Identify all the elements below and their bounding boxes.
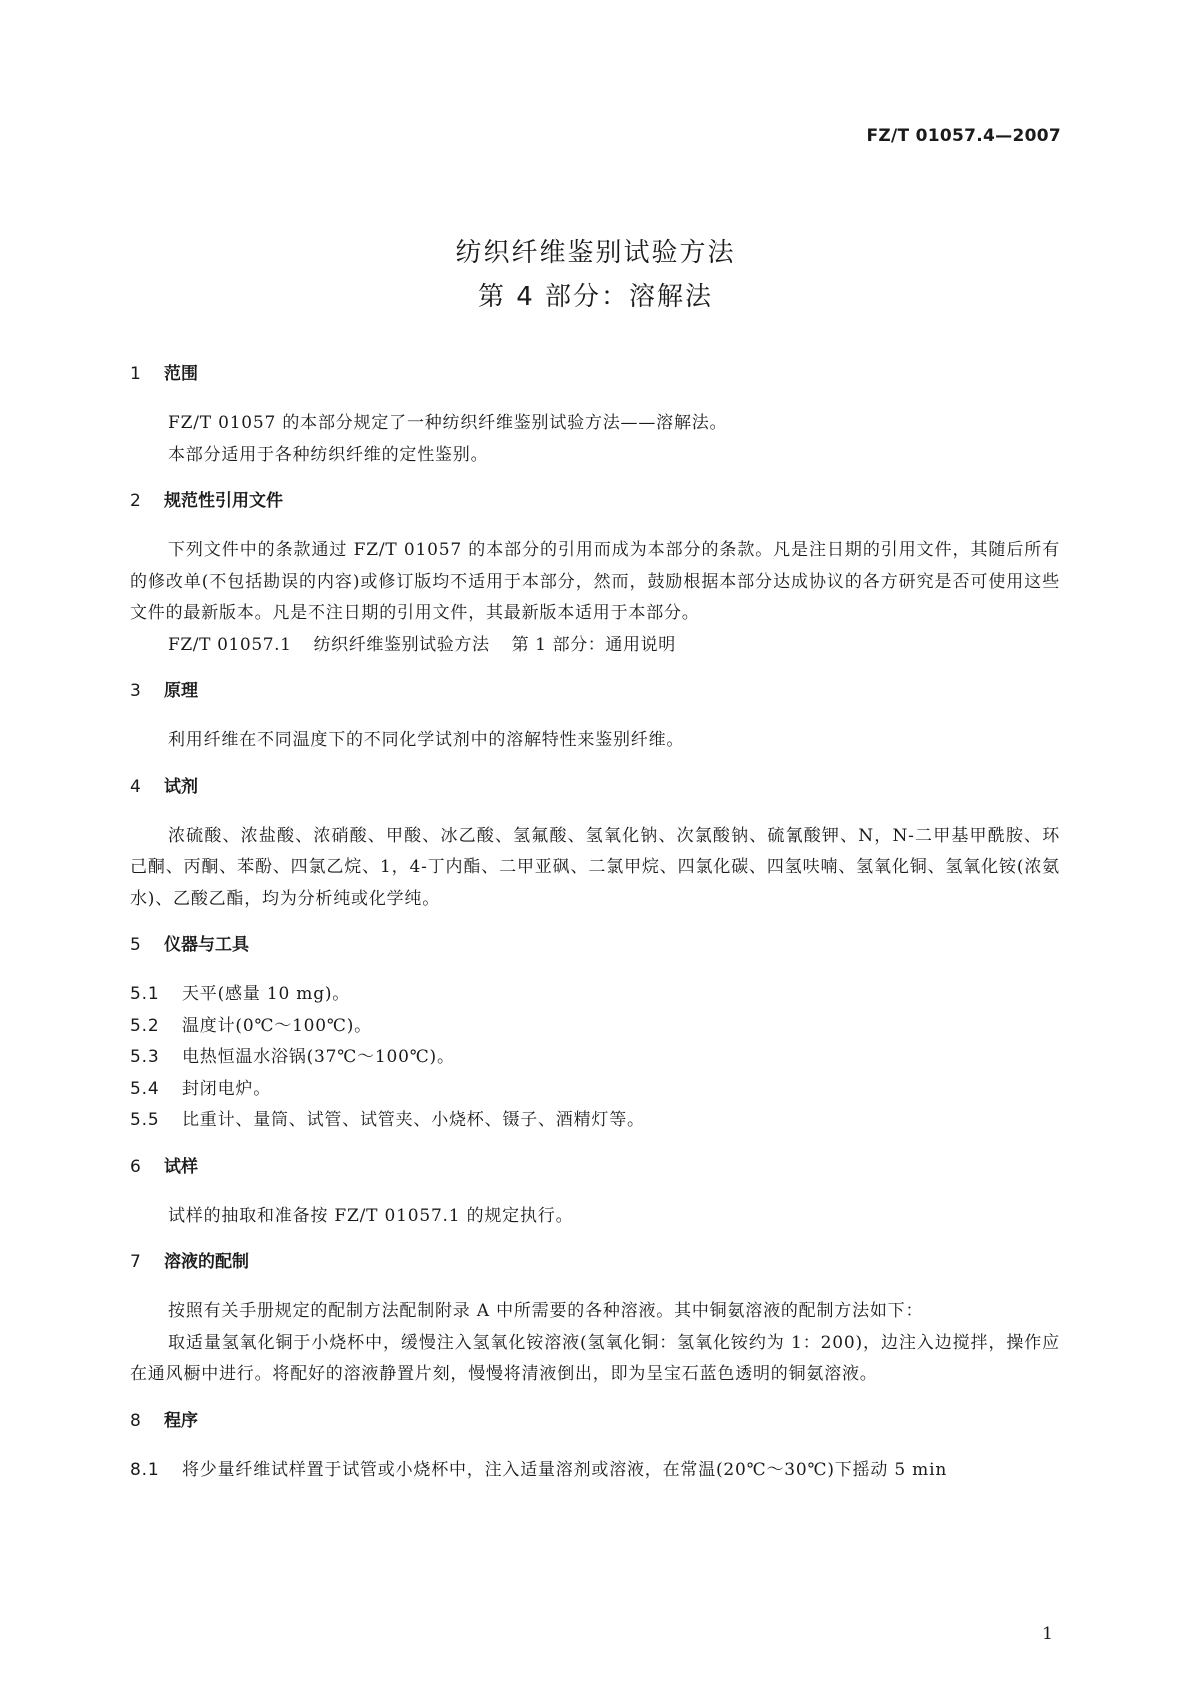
item-text: 封闭电炉。 (182, 1078, 271, 1099)
list-item (130, 1011, 1060, 1043)
item-text: 温度计(0℃～100℃)。 (182, 1015, 372, 1036)
paragraph: FZ/T 01057 的本部分规定了一种纺织纤维鉴别试验方法——溶解法。 (168, 413, 728, 433)
section-heading-principle (130, 679, 1060, 703)
section-heading-normative-references (130, 489, 1060, 513)
document-body (130, 362, 1060, 1486)
section-title: 溶液的配制 (164, 1252, 249, 1272)
section-number: 1 (130, 364, 141, 384)
list-item (130, 1074, 1060, 1106)
item-text: 比重计、量筒、试管、试管夹、小烧杯、镊子、酒精灯等。 (182, 1110, 645, 1130)
section-heading-scope (130, 362, 1060, 386)
item-text: 电热恒温水浴锅(37℃～100℃)。 (182, 1047, 455, 1067)
section-heading-procedure (130, 1409, 1060, 1433)
paragraph: 本部分适用于各种纺织纤维的定性鉴别。 (168, 444, 489, 465)
item-number: 5.3 (130, 1047, 160, 1067)
reference-code: FZ/T 01057.1 (168, 634, 292, 655)
paragraph: 取适量氢氧化铜于小烧杯中，缓慢注入氢氧化铵溶液(氢氧化铜：氢氧化铵约为 1：200)，边注入边搅拌，操作应在通风橱中进行。将配好的溶液静置片刻，慢慢将清液倒出，即为呈宝石蓝色透明的铜氨溶液。 (130, 1332, 1060, 1384)
item-number: 5.1 (130, 984, 160, 1004)
paragraph: 利用纤维在不同温度下的不同化学试剂中的溶解特性来鉴别纤维。 (168, 730, 685, 750)
section-title: 试剂 (164, 776, 198, 797)
section-title: 规范性引用文件 (164, 491, 283, 511)
paragraph: 下列文件中的条款通过 FZ/T 01057 的本部分的引用而成为本部分的条款。凡是注日期的引用文件，其随后所有的修改单(不包括勘误的内容)或修订版均不适用于本部分，然而，鼓励根据本部分达成协议的各方研究是否可使用这些文件的最新版本。凡是不注日期的引用文件，其最新版本适用于本部分。 (130, 540, 1060, 623)
paragraph: 按照有关手册规定的配制方法配制附录 A 中所需要的各种溶液。其中铜氨溶液的配制方法如下： (168, 1301, 924, 1321)
list-item (130, 1105, 1060, 1137)
item-number: 5.4 (130, 1078, 160, 1099)
standard-code: FZ/T 01057.4—2007 (866, 126, 1061, 146)
section-number: 7 (130, 1252, 141, 1272)
section-number: 6 (130, 1156, 141, 1177)
document-subtitle: 第 4 部分：溶解法 (477, 282, 714, 312)
section-heading-specimen (130, 1155, 1060, 1179)
list-item (130, 1455, 1060, 1487)
section-number: 4 (130, 776, 141, 797)
section-title: 仪器与工具 (164, 935, 249, 955)
list-item (130, 979, 1060, 1011)
section-title: 范围 (164, 364, 198, 384)
item-text: 将少量纤维试样置于试管或小烧杯中，注入适量溶剂或溶液，在常温(20℃～30℃)下摇动 5 min (182, 1459, 948, 1480)
section-number: 5 (130, 935, 141, 955)
section-title: 程序 (164, 1410, 198, 1431)
section-number: 2 (130, 491, 141, 511)
section-number: 3 (130, 681, 141, 701)
reference-entry (130, 630, 1060, 662)
list-item (130, 1042, 1060, 1074)
item-number: 5.2 (130, 1015, 160, 1036)
section-title: 试样 (164, 1156, 198, 1177)
section-title: 原理 (164, 681, 198, 701)
apparatus-list (130, 979, 1060, 1137)
paragraph: 试样的抽取和准备按 FZ/T 01057.1 的规定执行。 (168, 1205, 574, 1226)
paragraph: 浓硫酸、浓盐酸、浓硝酸、甲酸、冰乙酸、氢氟酸、氢氧化钠、次氯酸钠、硫氰酸钾、N，N-二甲基甲酰胺、环己酮、丙酮、苯酚、四氯乙烷、1，4-丁内酯、二甲亚砜、二氯甲烷、四氯化碳、四氢呋喃、氢氧化铜、氢氧化铵(浓氨水)、乙酸乙酯，均为分析纯或化学纯。 (130, 825, 1060, 909)
item-number: 5.5 (130, 1110, 160, 1130)
section-heading-solution-preparation (130, 1250, 1060, 1274)
page-number: 1 (1042, 1624, 1053, 1644)
reference-part: 第 1 部分：通用说明 (511, 634, 676, 655)
section-heading-apparatus (130, 933, 1060, 957)
section-number: 8 (130, 1410, 141, 1431)
section-heading-reagents (130, 775, 1060, 799)
item-text: 天平(感量 10 mg)。 (182, 984, 351, 1004)
item-number: 8.1 (130, 1459, 160, 1480)
document-title: 纺织纤维鉴别试验方法 (455, 238, 736, 268)
reference-title: 纺织纤维鉴别试验方法 (313, 634, 490, 655)
